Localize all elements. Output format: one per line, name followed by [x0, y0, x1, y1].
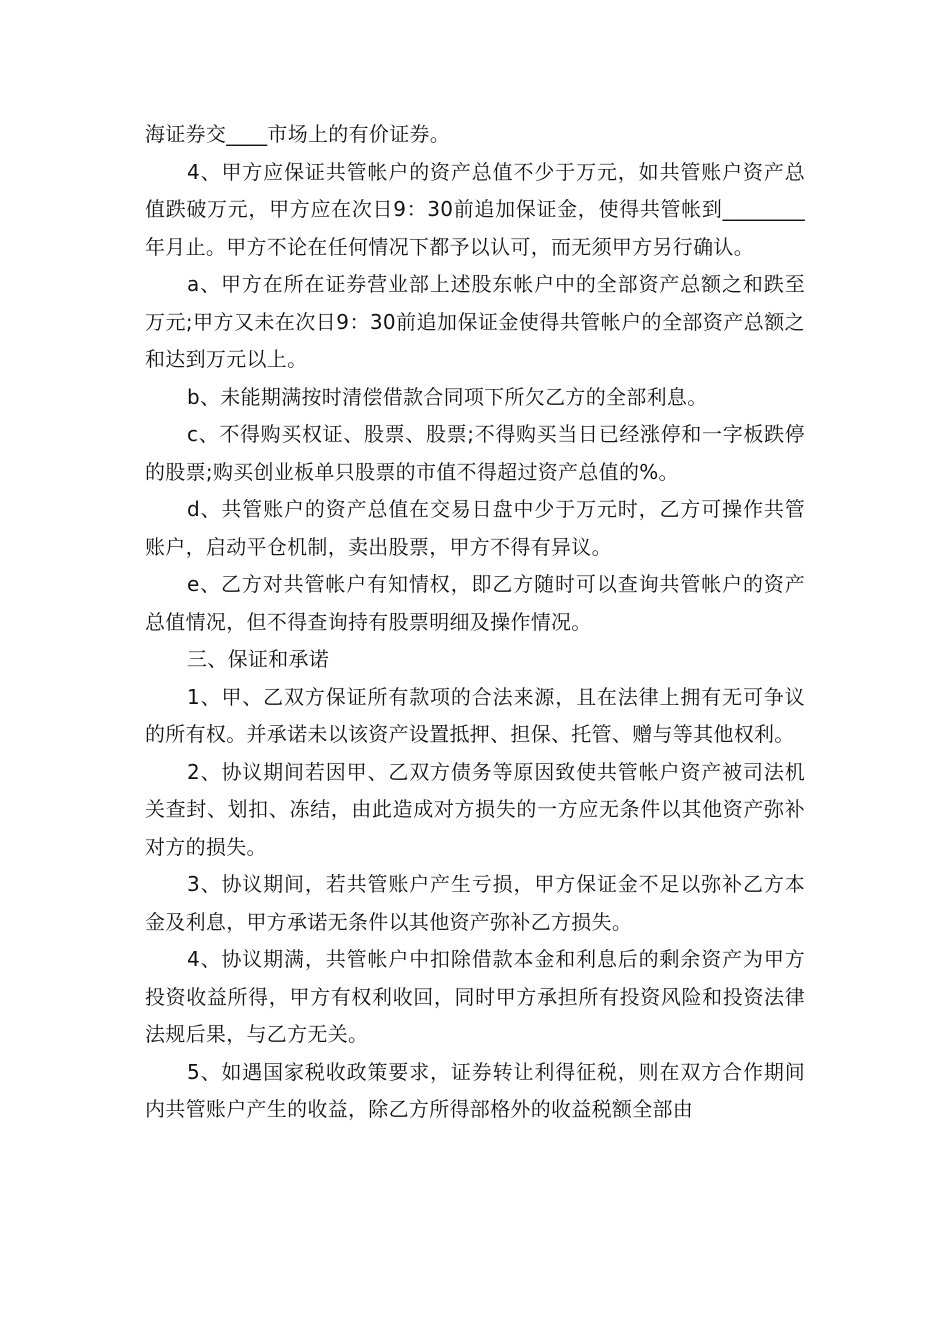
- paragraph-item-a: a、甲方在所在证券营业部上述股东帐户中的全部资产总额之和跌至万元;甲方又未在次日9：30前追加保证金使得共管帐户的全部资产总额之和达到万元以上。: [145, 272, 805, 371]
- paragraph-continuation: 海证券交____市场上的有价证券。: [145, 122, 451, 146]
- section-heading-guarantees: 三、保证和承诺: [187, 647, 330, 671]
- document-body: [145, 116, 805, 1129]
- paragraph-clause-4: 4、甲方应保证共管帐户的资产总值不少于万元，如共管账户资产总值跌破万元，甲方应在次日9：30前追加保证金，使得共管帐到________年月止。甲方不论在任何情况下都予以认可，而无须甲方另行确认。: [145, 159, 805, 259]
- paragraph-item-e: e、乙方对共管帐户有知情权，即乙方随时可以查询共管帐户的资产总值情况，但不得查询持有股票明细及操作情况。: [145, 572, 805, 634]
- paragraph-guarantee-5: 5、如遇国家税收政策要求，证券转让利得征税，则在双方合作期间内共管账户产生的收益，除乙方所得部格外的收益税额全部由: [145, 1059, 805, 1121]
- paragraph-guarantee-4: 4、协议期满，共管帐户中扣除借款本金和利息后的剩余资产为甲方投资收益所得，甲方有权利收回，同时甲方承担所有投资风险和投资法律法规后果，与乙方无关。: [145, 947, 805, 1046]
- paragraph-item-c: c、不得购买权证、股票、股票;不得购买当日已经涨停和一字板跌停的股票;购买创业板单只股票的市值不得超过资产总值的%。: [145, 422, 805, 484]
- paragraph-guarantee-2: 2、协议期间若因甲、乙双方债务等原因致使共管帐户资产被司法机关查封、划扣、冻结，由此造成对方损失的一方应无条件以其他资产弥补对方的损失。: [145, 759, 805, 859]
- paragraph-item-b: b、未能期满按时清偿借款合同项下所欠乙方的全部利息。: [187, 384, 708, 409]
- paragraph-guarantee-1: 1、甲、乙双方保证所有款项的合法来源，且在法律上拥有无可争议的所有权。并承诺未以该资产设置抵押、担保、托管、赠与等其他权利。: [145, 684, 805, 746]
- paragraph-guarantee-3: 3、协议期间，若共管账户产生亏损，甲方保证金不足以弥补乙方本金及利息，甲方承诺无条件以其他资产弥补乙方损失。: [145, 872, 805, 934]
- paragraph-item-d: d、共管账户的资产总值在交易日盘中少于万元时，乙方可操作共管账户，启动平仓机制，卖出股票，甲方不得有异议。: [145, 497, 805, 559]
